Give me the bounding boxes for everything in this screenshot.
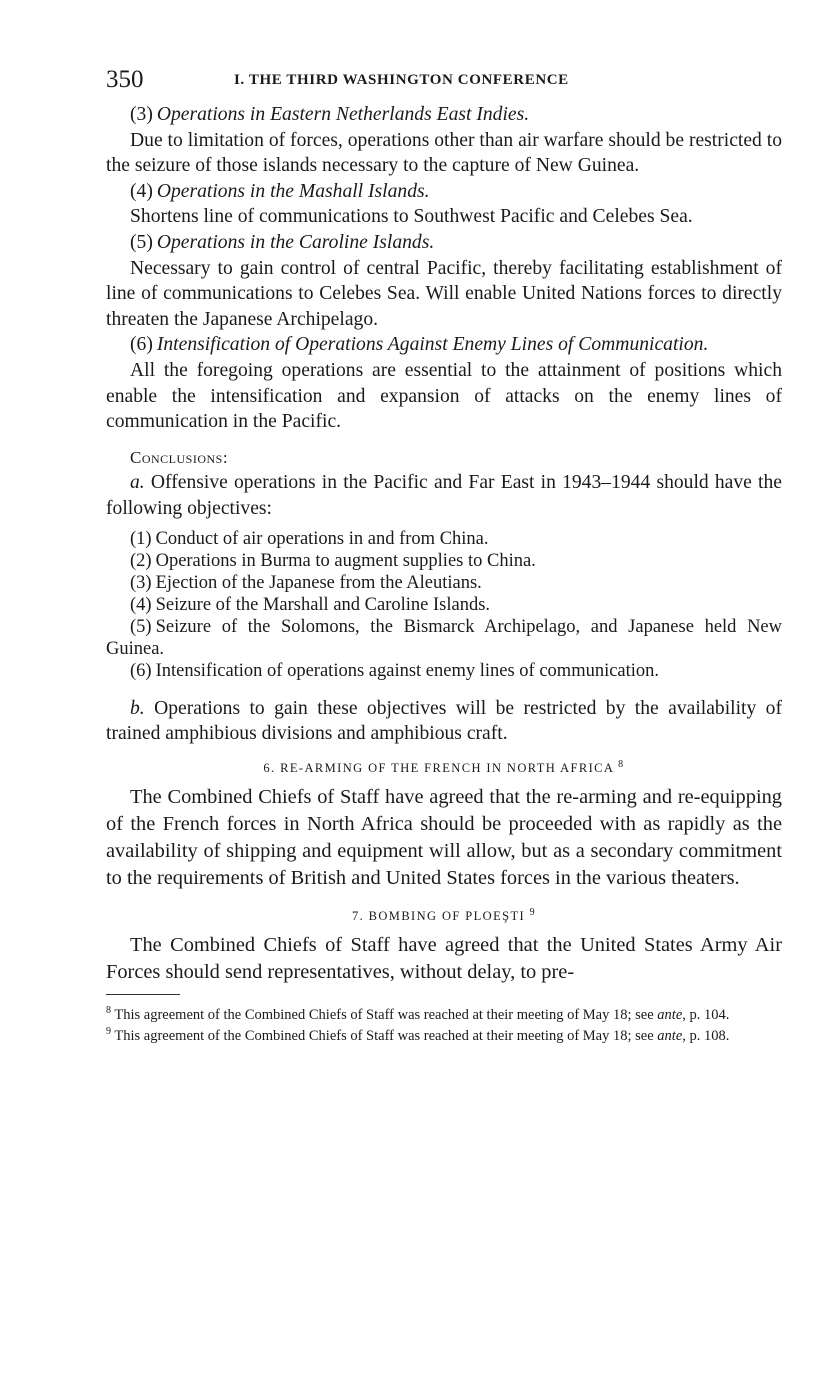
item-text: Seizure of the Marshall and Caroline Islands.: [155, 594, 491, 615]
item-text: Ejection of the Japanese from the Aleutians.: [155, 572, 482, 593]
item-text: Seizure of the Solomons, the Bismarck Archipelago, and Japanese held New Guinea.: [106, 616, 782, 659]
section-body: The Combined Chiefs of Staff have agreed that the United States Army Air Forces should send representatives, without delay, to pre-: [106, 933, 782, 984]
op-number: (5): [130, 231, 153, 253]
conclusions-b-label: b.: [130, 697, 145, 719]
op-body: Due to limitation of forces, operations other than air warfare should be restricted to the seizure of those islands necessary to the capture of New Guinea.: [106, 129, 782, 177]
footnote-ref-word: ante: [657, 1007, 683, 1024]
document-page: [106, 62, 782, 1044]
running-head: I. THE THIRD WASHINGTON CONFERENCE: [234, 72, 569, 88]
page-header: [106, 62, 782, 102]
footnote: [106, 1024, 782, 1044]
footnote-text: This agreement of the Combined Chiefs of Staff was reached at their meeting of May 18; see: [114, 1007, 658, 1024]
op-number: (4): [130, 180, 153, 202]
item-number: (6): [130, 660, 152, 681]
op-number: (3): [130, 104, 153, 125]
op-title: Operations in the Caroline Islands.: [156, 231, 435, 253]
footnote: [106, 1003, 782, 1023]
footnote-ref: 9: [529, 906, 537, 918]
section-heading: [106, 903, 782, 926]
footnote-mark: 8: [106, 1005, 111, 1017]
footnote-ref: 8: [618, 758, 625, 770]
item-text: Intensification of operations against enemy lines of communication.: [155, 660, 660, 681]
op-title: Operations in Eastern Netherlands East Indies.: [156, 104, 530, 125]
conclusions-heading: [106, 445, 782, 471]
op-body: Shortens line of communications to Southwest Pacific and Celebes Sea.: [130, 206, 693, 228]
conclusions-b: [106, 696, 782, 747]
footnote-page: , p. 104.: [682, 1007, 730, 1024]
objectives-list: [106, 528, 782, 682]
op-heading: [106, 332, 782, 358]
conclusions-a-label: a.: [130, 472, 145, 494]
footnote-mark: 9: [106, 1025, 111, 1037]
footnote-divider: [106, 994, 180, 995]
op-body: All the foregoing operations are essential to the attainment of positions which enable the intensification and expansion of attacks on the enemy lines of communication in the Pacific.: [106, 359, 782, 433]
section-title: 6. RE-ARMING OF THE FRENCH IN NORTH AFRICA: [263, 760, 614, 775]
section-body: The Combined Chiefs of Staff have agreed that the re-arming and re-equipping of the French forces in North Africa should be proceeded with as rapidly as the availability of shipping and equipment will allow, but as a secondary commitment to the requirements of British and United States forces in the various theaters.: [106, 785, 782, 890]
list-item: [106, 616, 782, 660]
footnote-text: This agreement of the Combined Chiefs of Staff was reached at their meeting of May 18; see: [114, 1027, 658, 1044]
op-heading: [106, 230, 782, 256]
op-heading: [106, 102, 782, 128]
list-item: [106, 572, 782, 594]
list-item: [106, 660, 782, 682]
item-number: (4): [130, 594, 152, 615]
conclusions-a-text: Offensive operations in the Pacific and Far East in 1943–1944 should have the following objectives:: [106, 472, 782, 519]
footnotes: [106, 1003, 782, 1044]
conclusions-a: [106, 470, 782, 521]
op-heading: [106, 179, 782, 205]
op-number: (6): [130, 334, 153, 356]
item-number: (2): [130, 550, 152, 571]
item-text: Conduct of air operations in and from China.: [155, 528, 489, 549]
item-text: Operations in Burma to augment supplies to China.: [155, 550, 536, 571]
conclusions-label: Conclusions:: [130, 447, 229, 467]
page-number: 350: [106, 66, 144, 93]
section-heading: [106, 755, 782, 778]
footnote-ref-word: ante: [657, 1027, 683, 1044]
footnote-page: , p. 108.: [682, 1027, 730, 1044]
list-item: [106, 550, 782, 572]
list-item: [106, 594, 782, 616]
conclusions-b-text: Operations to gain these objectives will be restricted by the availability of trained amphibious divisions and amphibious craft.: [106, 697, 782, 745]
item-number: (1): [130, 528, 152, 549]
op-body: Necessary to gain control of central Pacific, thereby facilitating establishment of line of communications to Celebes Sea. Will enable United Nations forces to directly threaten the Japanese Archipelago.: [106, 257, 782, 330]
op-title: Operations in the Mashall Islands.: [156, 180, 430, 202]
op-title: Intensification of Operations Against Enemy Lines of Communication.: [156, 334, 709, 356]
list-item: [106, 528, 782, 550]
section-title: 7. BOMBING OF PLOEŞTI: [351, 908, 526, 923]
item-number: (3): [130, 572, 152, 593]
item-number: (5): [130, 616, 152, 637]
